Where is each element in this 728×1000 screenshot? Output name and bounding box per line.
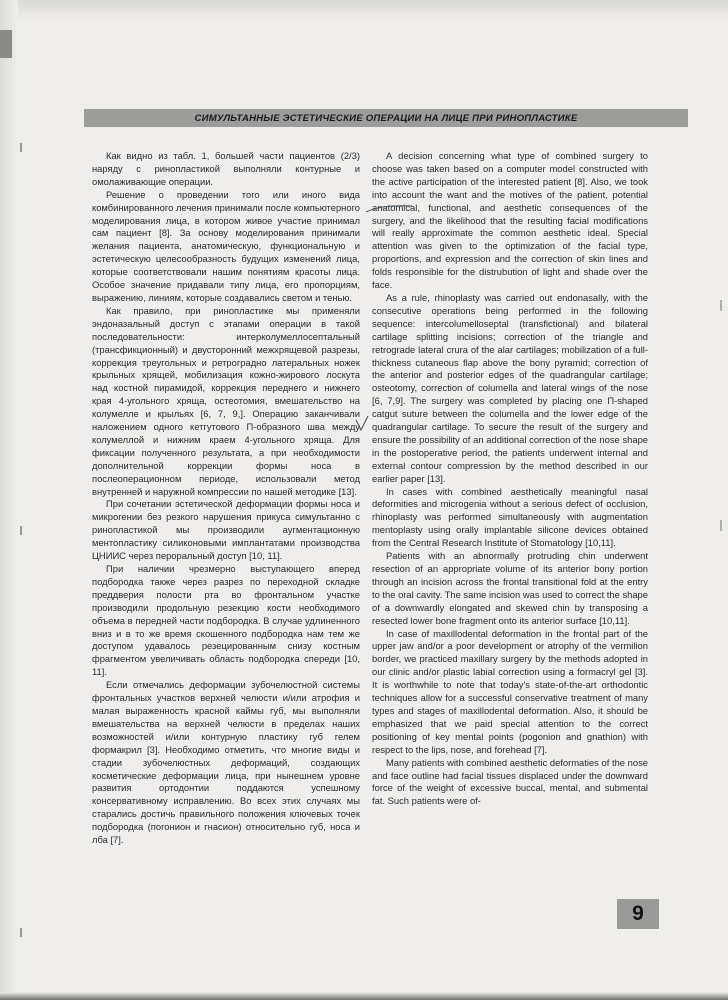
binding-mark <box>0 30 12 58</box>
paragraph: In case of maxillodental deformation in the frontal part of the upper jaw and/or a poor development or atrophy of the vermilion border, we practiced maxillary surgery by the methods adopted in our clinic and/or plastic labial correction using a formacryl gel [3]. It is worthwhile to note that today's state-of-the-art orthodontic techniques allow for a successful conservative treatment of many types and stages of maxillodental deformation. Also, it should be emphasized that we paid special attention to the correct positioning of key mental points (pogonion and gnathion) with respect to the lips, nose, and forehead [7]. <box>372 627 648 755</box>
scan-top-edge <box>0 0 728 22</box>
checkmark-annotation-icon <box>353 414 371 436</box>
margin-tick <box>20 526 22 535</box>
scan-left-edge <box>0 0 18 1000</box>
paragraph: Как видно из табл. 1, большей части пациентов (2/3) наряду с ринопластикой выполняли контурные и омолаживающие операции. <box>92 150 360 187</box>
paragraph: A decision concerning what type of combined surgery to choose was taken based on a computer model constructed with the active participation of the interested patient [8]. Also, we took into account the want and the motives of the patient, potential anatomical, functional, and aesthetic consequences of the surgery, and the likelihood that the resulting facial modifications will really approximate the common aesthetic ideal. Special attention was given to the optimization of the facial type, proportions, and expression and the correction of skin lines and folds responsible for the distrubution of light and shade over the face. <box>372 150 648 291</box>
paragraph: Как правило, при ринопластике мы применяли эндоназальный доступ с этапами операции в такой последовательности: интерколумеллосептальный (трансфикционный) и двусторонний межхрящевой разрезы, коррекция треугольных и ретроградно латеральных ножек крыльных хрящей, мобилизация кожно-жирового лоскута над костной пирамидой, коррекция переднего и нижнего края 4-угольного хряща, остеотомия, вмешательство на колумелле и крыльях [6, 7, 9,]. Операцию заканчивали наложением одного кетгутового П-образного шва между колумеллой и нижним краем 4-угольного хряща. Для фиксации полученного результата, а при необходимости дополнительной коррекции формы носа в послеоперационном периоде, использовали метод внутренней и наружной компрессии по нашей методике [13]. <box>92 304 360 497</box>
paragraph: При наличии чрезмерно выступающего вперед подбородка также через разрез по переходной складке преддверия полости рта во фронтальном участке производили продольную резекцию кости необходимого объема в передней части подбородка. В случае удлиненного вниз и в то же время скошенного подбородка нам тем же доступом удавалось резецированным снизу костным фрагментом увеличивать область подбородка спереди [10, 11]. <box>92 563 360 678</box>
paragraph: Patients with an abnormally protruding chin underwent resection of an appropriate volume of its anterior bony portion through an incision across the frontal transitional fold at the entry to the oral cavity. The same incision was used to correct the shape of a downwardly elongated and skewed chin by transposing a resected lower bone fragment onto its anterior surface [10,11]. <box>372 550 648 626</box>
margin-tick <box>20 143 22 152</box>
paragraph: Если отмечались деформации зубочелюстной системы фронтальных участков верхней челюсти и/или атрофия и малая выраженность красной каймы губ, мы выполняли вмешательства на верхней челюсти в пределах наших возможностей и/или контурную пластику губ гелем формакрил [3]. Необходимо отметить, что многие виды и стадии зубочелюстных деформаций, создающих косметические деформации лица, при нынешнем уровне развития ортодонтии поддаются успешному консервативному исправлению. Во всех этих случаях мы старались достичь правильного положения ключевых точек подбородка (погонион и гнасион) относительно губ, носа и лба [7]. <box>92 679 360 846</box>
paragraph: As a rule, rhinoplasty was carried out endonasally, with the consecutive operations being performed in the following sequence: intercolumelloseptal (transfictional) and bilateral cartilage splitting incisions; correction of the triangle and retrograde lateral crura of the alar cartilages; mobilization of a full-thickness cutaneous flap above the bony pyramid; correction of the anterior and posterior edges of the quadrangular cartilage; osteotomy, correction of columella and lateral wings of the nose [6, 7,9]. The surgery was completed by placing one П-shaped catgut suture between the columella and the lower edge of the quadrangular cartilage. To secure the result of the surgery and ensure the possibility of an additional correction of the nose shape in the postoperative period, the patients underwent internal and external contour compression by the method described in our earlier paper [13]. <box>372 291 648 484</box>
right-column <box>372 150 648 890</box>
paragraph: In cases with combined aesthetically meaningful nasal deformities and microgenia without a serious defect of occlusion, rhinoplasty was performed simultaneously with augmentation mentoplasty using orally implantable silicone devices obtained from the Central Research Institute of Stomatology [10,11]. <box>372 485 648 549</box>
paragraph: Решение о проведении того или иного вида комбинированного лечения принимали после компьютерного моделирования лица, в котором живое участие принимал сам пациент [8]. За основу моделирования принимали желания пациента, анатомическую, функциональную и эстетическую целесообразность будущих изменений лица, которые соответствовали нашим понятиям красоты лица. Особое значение придавали типу лица, его пропорциям, выражению, линиям, которые создавались светом и тенью. <box>92 188 360 303</box>
page-number: 9 <box>632 902 644 925</box>
margin-tick <box>720 520 722 531</box>
running-header <box>84 109 688 127</box>
page-number-box <box>617 899 659 929</box>
margin-tick <box>20 928 22 937</box>
pen-stroke-mark <box>364 203 414 215</box>
paragraph: При сочетании эстетической деформации формы носа и микрогении без резкого нарушения прикуса симультанно с ринопластикой мы производили аугментационную ментопластику силиконовыми имплантатами производства ЦНИИС через пероральный доступ [10, 11]. <box>92 498 360 562</box>
margin-tick <box>720 300 722 311</box>
running-header-title: СИМУЛЬТАННЫЕ ЭСТЕТИЧЕСКИЕ ОПЕРАЦИИ НА ЛИЦЕ ПРИ РИНОПЛАСТИКЕ <box>194 112 578 124</box>
left-column <box>92 150 360 890</box>
scan-bottom-edge <box>0 992 728 1000</box>
paragraph: Many patients with combined aesthetic deformaties of the nose and face outline had facial tissues displaced under the downward force of the weight of excessive buccal, mental, and submental fat. Such patients were of- <box>372 756 648 807</box>
